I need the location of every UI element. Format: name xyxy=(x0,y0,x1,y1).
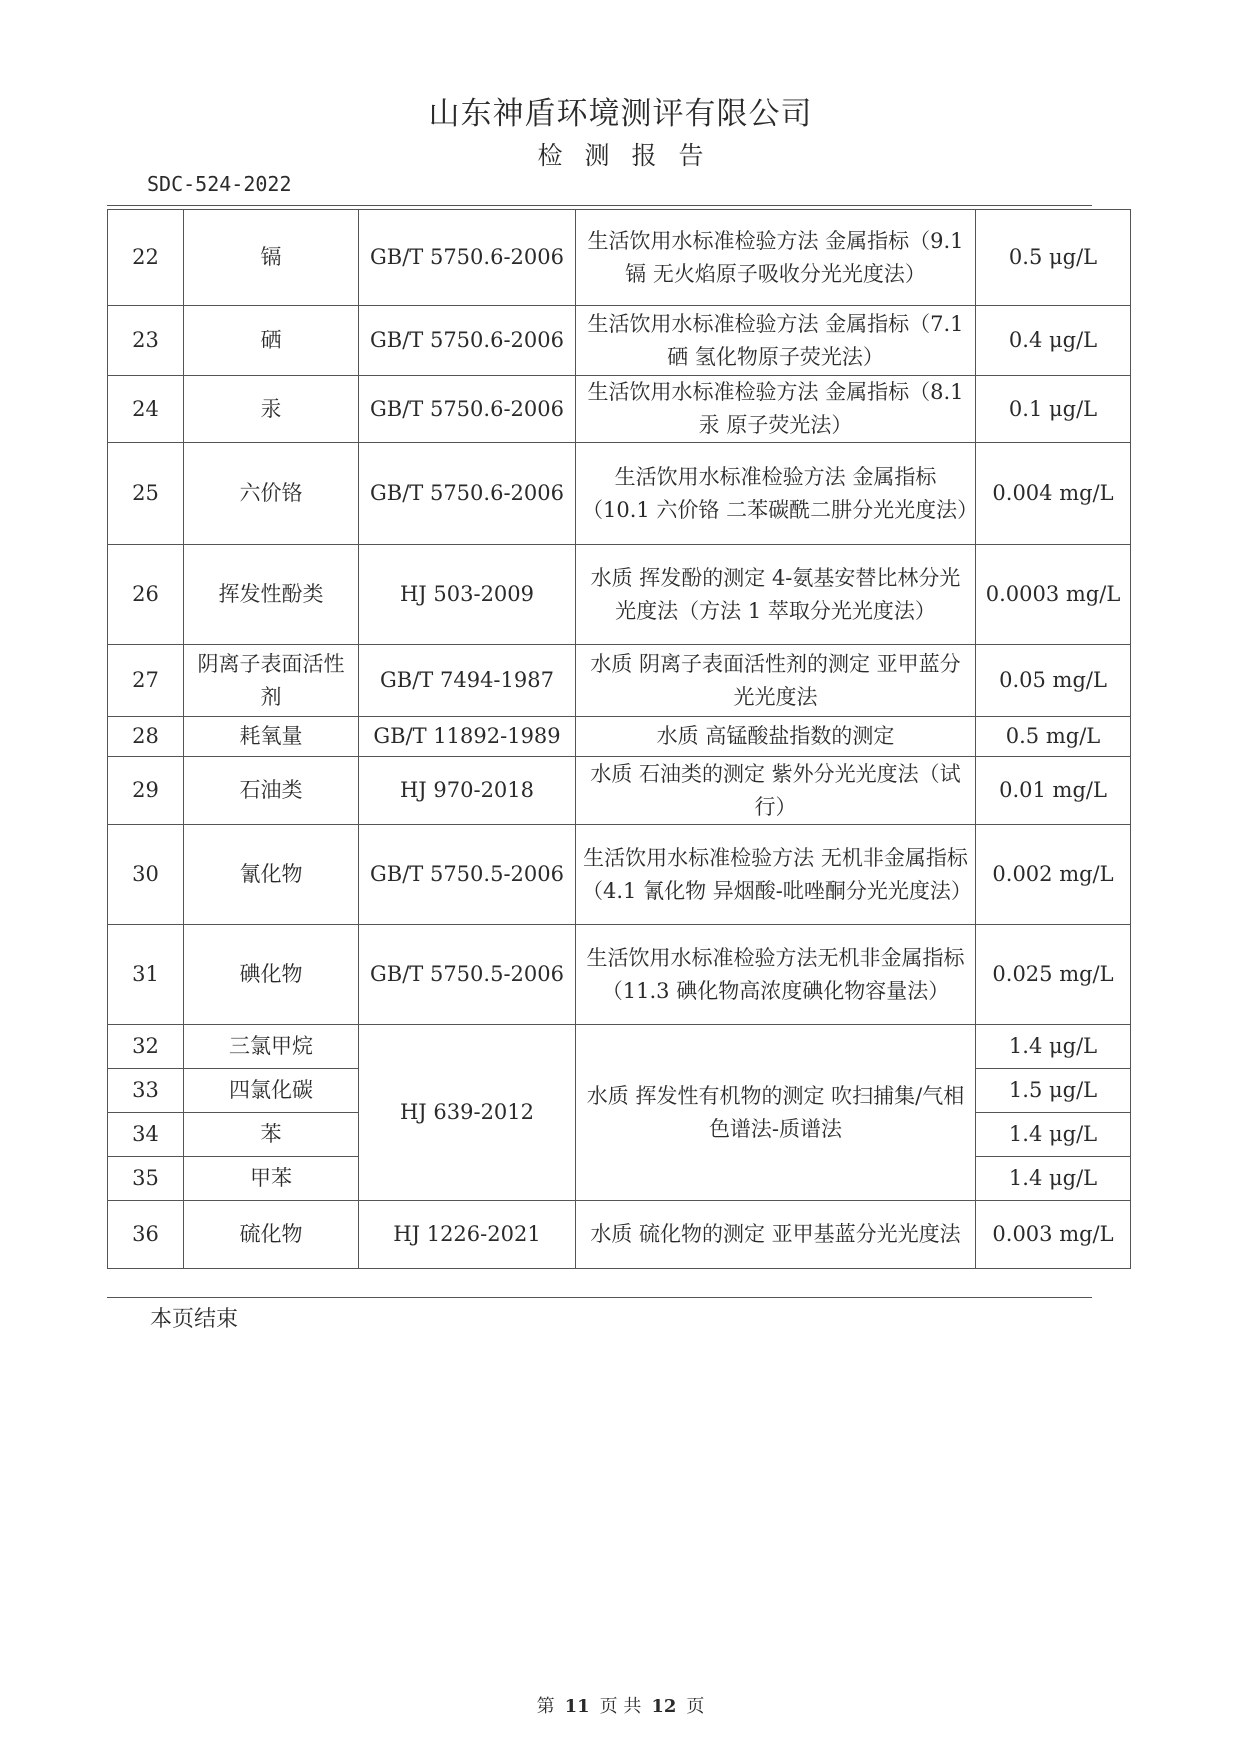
test-item: 挥发性酚类 xyxy=(184,545,359,645)
test-item: 石油类 xyxy=(184,757,359,825)
detection-limit: 0.025 mg/L xyxy=(976,925,1131,1025)
detection-limit: 0.002 mg/L xyxy=(976,825,1131,925)
table-row xyxy=(108,210,1131,306)
standard-code: GB/T 5750.5-2006 xyxy=(359,925,576,1025)
row-number: 35 xyxy=(108,1157,184,1201)
test-item: 氰化物 xyxy=(184,825,359,925)
detection-limit: 0.4 μg/L xyxy=(976,306,1131,376)
table-row xyxy=(108,376,1131,443)
test-method: 生活饮用水标准检验方法无机非金属指标（11.3 碘化物高浓度碘化物容量法） xyxy=(576,925,976,1025)
footer-rule xyxy=(107,1297,1092,1298)
standard-code: HJ 503-2009 xyxy=(359,545,576,645)
page-indicator xyxy=(0,1692,1241,1718)
table-row xyxy=(108,825,1131,925)
detection-limit: 1.5 μg/L xyxy=(976,1069,1131,1113)
table-row xyxy=(108,443,1131,545)
test-item: 六价铬 xyxy=(184,443,359,545)
detection-limit: 0.004 mg/L xyxy=(976,443,1131,545)
test-item: 硒 xyxy=(184,306,359,376)
standard-code: GB/T 11892-1989 xyxy=(359,717,576,757)
table-row xyxy=(108,545,1131,645)
detection-limit: 1.4 μg/L xyxy=(976,1025,1131,1069)
test-item: 甲苯 xyxy=(184,1157,359,1201)
test-item: 三氯甲烷 xyxy=(184,1025,359,1069)
table-row xyxy=(108,1201,1131,1269)
standard-code: GB/T 5750.6-2006 xyxy=(359,210,576,306)
detection-limit: 1.4 μg/L xyxy=(976,1113,1131,1157)
row-number: 34 xyxy=(108,1113,184,1157)
standard-code: GB/T 5750.6-2006 xyxy=(359,306,576,376)
report-subtitle: 检测报告 xyxy=(537,141,726,170)
table-row xyxy=(108,757,1131,825)
table-row xyxy=(108,306,1131,376)
table-row xyxy=(108,645,1131,717)
table-row xyxy=(108,925,1131,1025)
detection-limit: 0.05 mg/L xyxy=(976,645,1131,717)
test-method: 生活饮用水标准检验方法 金属指标（9.1 镉 无火焰原子吸收分光光度法） xyxy=(576,210,976,306)
standard-code: HJ 1226-2021 xyxy=(359,1201,576,1269)
test-method: 生活饮用水标准检验方法 金属指标（10.1 六价铬 二苯碳酰二肼分光光度法） xyxy=(576,443,976,545)
test-item: 镉 xyxy=(184,210,359,306)
page-label-suffix: 页 xyxy=(686,1696,705,1717)
test-method: 水质 石油类的测定 紫外分光光度法（试行） xyxy=(576,757,976,825)
test-method: 水质 挥发酚的测定 4-氨基安替比林分光光度法（方法 1 萃取分光光度法） xyxy=(576,545,976,645)
row-number: 25 xyxy=(108,443,184,545)
test-item: 阴离子表面活性剂 xyxy=(184,645,359,717)
detection-limit: 0.0003 mg/L xyxy=(976,545,1131,645)
test-method: 水质 阴离子表面活性剂的测定 亚甲蓝分光光度法 xyxy=(576,645,976,717)
page-label-prefix: 第 xyxy=(536,1696,555,1717)
page-label-middle: 页 共 xyxy=(599,1696,642,1717)
total-page-number: 12 xyxy=(651,1696,677,1717)
row-number: 22 xyxy=(108,210,184,306)
current-page-number: 11 xyxy=(564,1696,590,1717)
detection-limit: 0.5 μg/L xyxy=(976,210,1131,306)
table-row xyxy=(108,1025,1131,1069)
test-item: 四氯化碳 xyxy=(184,1069,359,1113)
test-method: 生活饮用水标准检验方法 金属指标（7.1 硒 氢化物原子荧光法） xyxy=(576,306,976,376)
detection-limit: 0.1 μg/L xyxy=(976,376,1131,443)
standard-code: GB/T 7494-1987 xyxy=(359,645,576,717)
row-number: 32 xyxy=(108,1025,184,1069)
test-item: 硫化物 xyxy=(184,1201,359,1269)
standard-code: HJ 639-2012 xyxy=(359,1025,576,1201)
detection-limit: 0.003 mg/L xyxy=(976,1201,1131,1269)
company-name: 山东神盾环境测评有限公司 xyxy=(428,96,813,132)
test-method: 生活饮用水标准检验方法 无机非金属指标（4.1 氰化物 异烟酸-吡唑酮分光光度法） xyxy=(576,825,976,925)
row-number: 31 xyxy=(108,925,184,1025)
row-number: 23 xyxy=(108,306,184,376)
test-item: 耗氧量 xyxy=(184,717,359,757)
test-method: 水质 硫化物的测定 亚甲基蓝分光光度法 xyxy=(576,1201,976,1269)
row-number: 24 xyxy=(108,376,184,443)
test-method: 生活饮用水标准检验方法 金属指标（8.1 汞 原子荧光法） xyxy=(576,376,976,443)
detection-limit: 0.5 mg/L xyxy=(976,717,1131,757)
row-number: 26 xyxy=(108,545,184,645)
row-number: 28 xyxy=(108,717,184,757)
test-item: 碘化物 xyxy=(184,925,359,1025)
end-of-page-note: 本页结束 xyxy=(150,1307,239,1332)
header-rule xyxy=(107,205,1092,206)
standard-code: GB/T 5750.6-2006 xyxy=(359,376,576,443)
row-number: 30 xyxy=(108,825,184,925)
row-number: 29 xyxy=(108,757,184,825)
row-number: 27 xyxy=(108,645,184,717)
test-method: 水质 高锰酸盐指数的测定 xyxy=(576,717,976,757)
test-method: 水质 挥发性有机物的测定 吹扫捕集/气相色谱法-质谱法 xyxy=(576,1025,976,1201)
standard-code: HJ 970-2018 xyxy=(359,757,576,825)
detection-table xyxy=(107,209,1131,1269)
test-item: 苯 xyxy=(184,1113,359,1157)
standard-code: GB/T 5750.6-2006 xyxy=(359,443,576,545)
test-item: 汞 xyxy=(184,376,359,443)
row-number: 36 xyxy=(108,1201,184,1269)
table-row xyxy=(108,717,1131,757)
document-number: SDC-524-2022 xyxy=(147,172,292,196)
detection-limit: 0.01 mg/L xyxy=(976,757,1131,825)
detection-limit: 1.4 μg/L xyxy=(976,1157,1131,1201)
row-number: 33 xyxy=(108,1069,184,1113)
standard-code: GB/T 5750.5-2006 xyxy=(359,825,576,925)
